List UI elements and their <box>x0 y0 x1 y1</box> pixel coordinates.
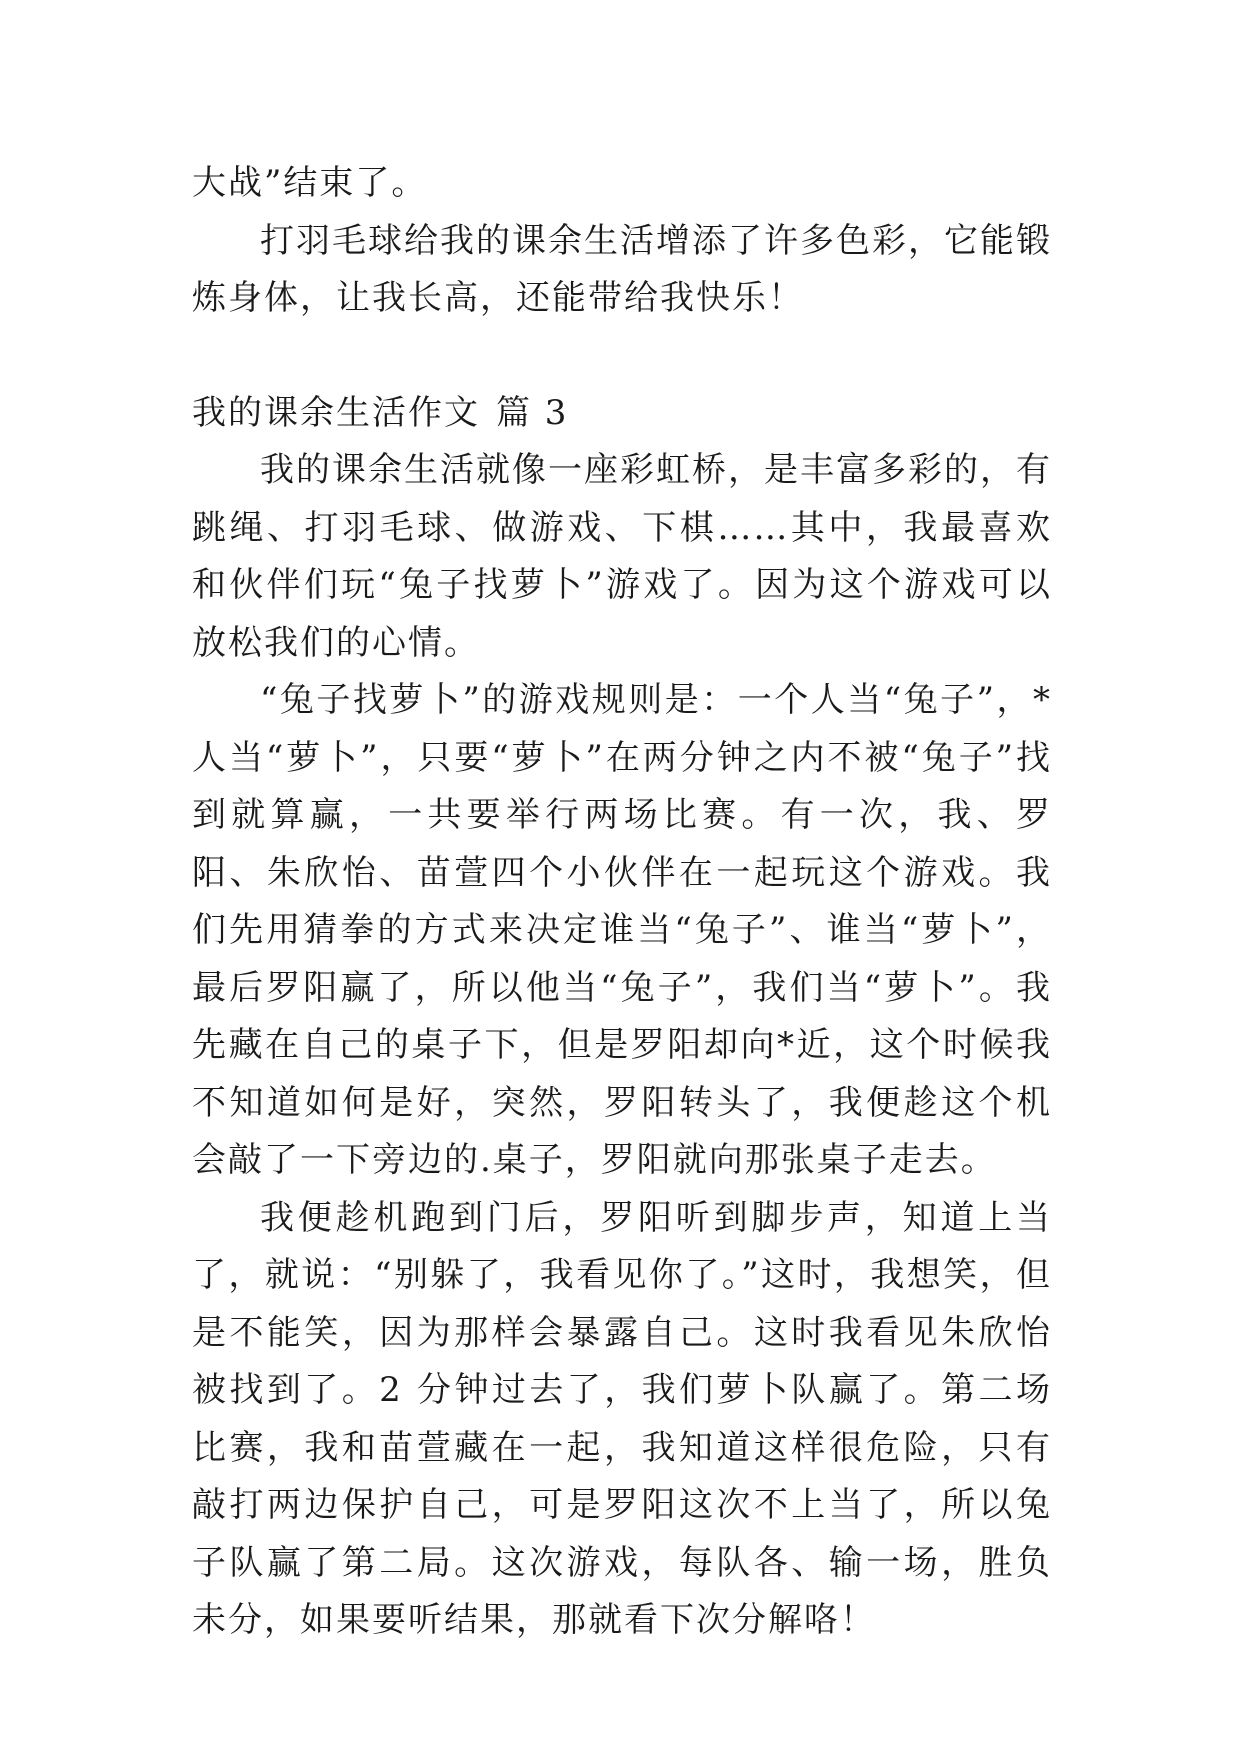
continuation-text: 大战”结束了。 <box>192 163 428 203</box>
section-heading <box>192 385 1052 443</box>
paragraph-3: 我便趁机跑到门后，罗阳听到脚步声，知道上当了，就说：“别躲了，我看见你了。”这时，我想笑，但是不能笑，因为那样会暴露自己。这时我看见朱欣怡被找到了。2 分钟过去了，我们萝卜队赢了。第二场比赛，我和苗萱藏在一起，我知道这样很危险，只有敲打两边保护自己，可是罗阳这次不上当了，所以兔子队赢了第二局。这次游戏，每队各、输一场，胜负未分，如果要听结果，那就看下次分解咯！ <box>192 1197 1052 1640</box>
paragraph-1: 我的课余生活就像一座彩虹桥，是丰富多彩的，有跳绳、打羽毛球、做游戏、下棋……其中，我最喜欢和伙伴们玩“兔子找萝卜”游戏了。因为这个游戏可以放松我们的心情。 <box>192 450 1052 663</box>
section-title: 我的课余生活作文 <box>192 392 480 433</box>
section-gap <box>192 328 1052 385</box>
paragraph-conclusion: 打羽毛球给我的课余生活增添了许多色彩，它能锻炼身体，让我长高，还能带给我快乐！ <box>192 220 1052 318</box>
section-label: 篇 3 <box>496 392 569 433</box>
document-body <box>192 155 1052 1650</box>
paragraph-2: “兔子找萝卜”的游戏规则是：一个人当“兔子”，*人当“萝卜”，只要“萝卜”在两分钟之内不被“兔子”找到就算赢，一共要举行两场比赛。有一次，我、罗阳、朱欣怡、苗萱四个小伙伴在一起玩这个游戏。我们先用猜拳的方式来决定谁当“兔子”、谁当“萝卜”，最后罗阳赢了，所以他当“兔子”，我们当“萝卜”。我先藏在自己的桌子下，但是罗阳却向*近，这个时候我不知道如何是好，突然，罗阳转头了，我便趁这个机会敲了一下旁边的.桌子，罗阳就向那张桌子走去。 <box>192 680 1052 1180</box>
